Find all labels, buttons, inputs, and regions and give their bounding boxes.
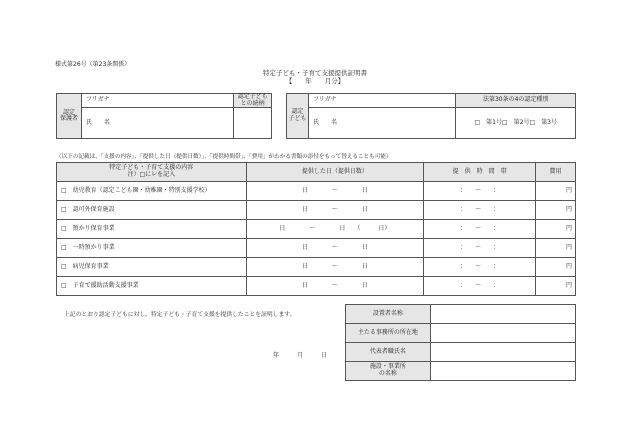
service-label[interactable]: □ 子育て援助活動支援事業 <box>57 277 247 296</box>
child-name-cell[interactable]: 氏 名 <box>308 108 455 139</box>
provider-address-input[interactable] <box>430 324 575 343</box>
service-hours[interactable]: ： ～ ： <box>424 220 536 239</box>
service-label[interactable]: □ 預かり保育事業 <box>57 220 247 239</box>
service-fee[interactable]: 円 <box>536 277 576 296</box>
table-row <box>57 220 576 239</box>
guardian-relation-label: 認定子ども との続柄 <box>234 94 272 108</box>
guardian-name-cell[interactable]: 氏 名 <box>81 108 233 139</box>
table-row <box>57 201 576 220</box>
provider-table <box>345 304 576 381</box>
table-row <box>57 182 576 201</box>
service-fee[interactable]: 円 <box>536 220 576 239</box>
service-label[interactable]: □ 病児保育事業 <box>57 258 247 277</box>
attachment-note: （以下の記載は、「支援の内容」、「提供した日（提供日数）」、「提供時間帯」、「費用」がわかる書類の添付をもって替えることも可能） <box>56 154 392 160</box>
guardian-furigana-cell[interactable]: フリガナ <box>81 94 233 108</box>
header-fee: 費用 <box>536 163 576 182</box>
service-label[interactable]: □ 幼児教育（認定こども園・幼稚園・特別支援学校） <box>57 182 247 201</box>
service-days[interactable]: 日 ～ 日 （ 日） <box>246 220 424 239</box>
header-hours: 提 供 時 間 帯 <box>424 163 536 182</box>
facility-name-input[interactable] <box>430 362 575 381</box>
table-row <box>57 277 576 296</box>
service-fee[interactable]: 円 <box>536 258 576 277</box>
service-days[interactable]: 日 ～ 日 <box>246 277 424 296</box>
provider-name-input[interactable] <box>430 305 575 324</box>
service-label[interactable]: □ 認可外保育施設 <box>57 201 247 220</box>
provider-address-label: 主たる事務所の所在地 <box>346 324 431 343</box>
service-days[interactable]: 日 ～ 日 <box>246 239 424 258</box>
form-number: 様式第26号（第23条関係） <box>55 61 131 68</box>
certification-text: 上記のとおり認定子どもに対し、特定子ども・子育て支援を提供したことを証明します。 <box>64 312 296 318</box>
service-hours[interactable]: ： ～ ： <box>424 258 536 277</box>
child-table <box>286 93 576 139</box>
certification-date: 年 月 日 <box>273 352 328 359</box>
guardian-relation-input[interactable] <box>234 108 272 139</box>
representative-label: 代表者職氏名 <box>346 343 431 362</box>
child-section-label: 認定 子ども <box>287 94 309 139</box>
service-hours[interactable]: ： ～ ： <box>424 201 536 220</box>
table-row <box>57 258 576 277</box>
service-label[interactable]: □ 一時預かり事業 <box>57 239 247 258</box>
facility-name-label: 施設・事業所 の名称 <box>346 362 431 381</box>
header-days: 提供した日（提供日数） <box>246 163 424 182</box>
representative-input[interactable] <box>430 343 575 362</box>
service-days[interactable]: 日 ～ 日 <box>246 201 424 220</box>
table-row <box>57 239 576 258</box>
child-furigana-cell[interactable]: フリガナ <box>308 94 455 108</box>
service-table <box>56 162 576 296</box>
header-content: 特定子ども・子育て支援の内容 注）□にレを記入 <box>57 163 247 182</box>
service-hours[interactable]: ： ～ ： <box>424 239 536 258</box>
service-fee[interactable]: 円 <box>536 239 576 258</box>
guardian-section-label: 認定 保護者 <box>57 94 82 139</box>
service-days[interactable]: 日 ～ 日 <box>246 182 424 201</box>
form-title: 特定子ども・子育て支援提供証明書 <box>263 69 367 77</box>
service-hours[interactable]: ： ～ ： <box>424 277 536 296</box>
service-hours[interactable]: ： ～ ： <box>424 182 536 201</box>
child-category-label: 法第30条の4の認定種別 <box>456 94 576 108</box>
service-days[interactable]: 日 ～ 日 <box>246 258 424 277</box>
provider-name-label: 設置者名称 <box>346 305 431 324</box>
service-fee[interactable]: 円 <box>536 182 576 201</box>
child-category-options[interactable]: □ 第1号□ 第2号□ 第3号 <box>456 108 576 139</box>
form-period: 【 年 月分】 <box>285 77 345 85</box>
service-fee[interactable]: 円 <box>536 201 576 220</box>
guardian-table <box>56 93 272 139</box>
